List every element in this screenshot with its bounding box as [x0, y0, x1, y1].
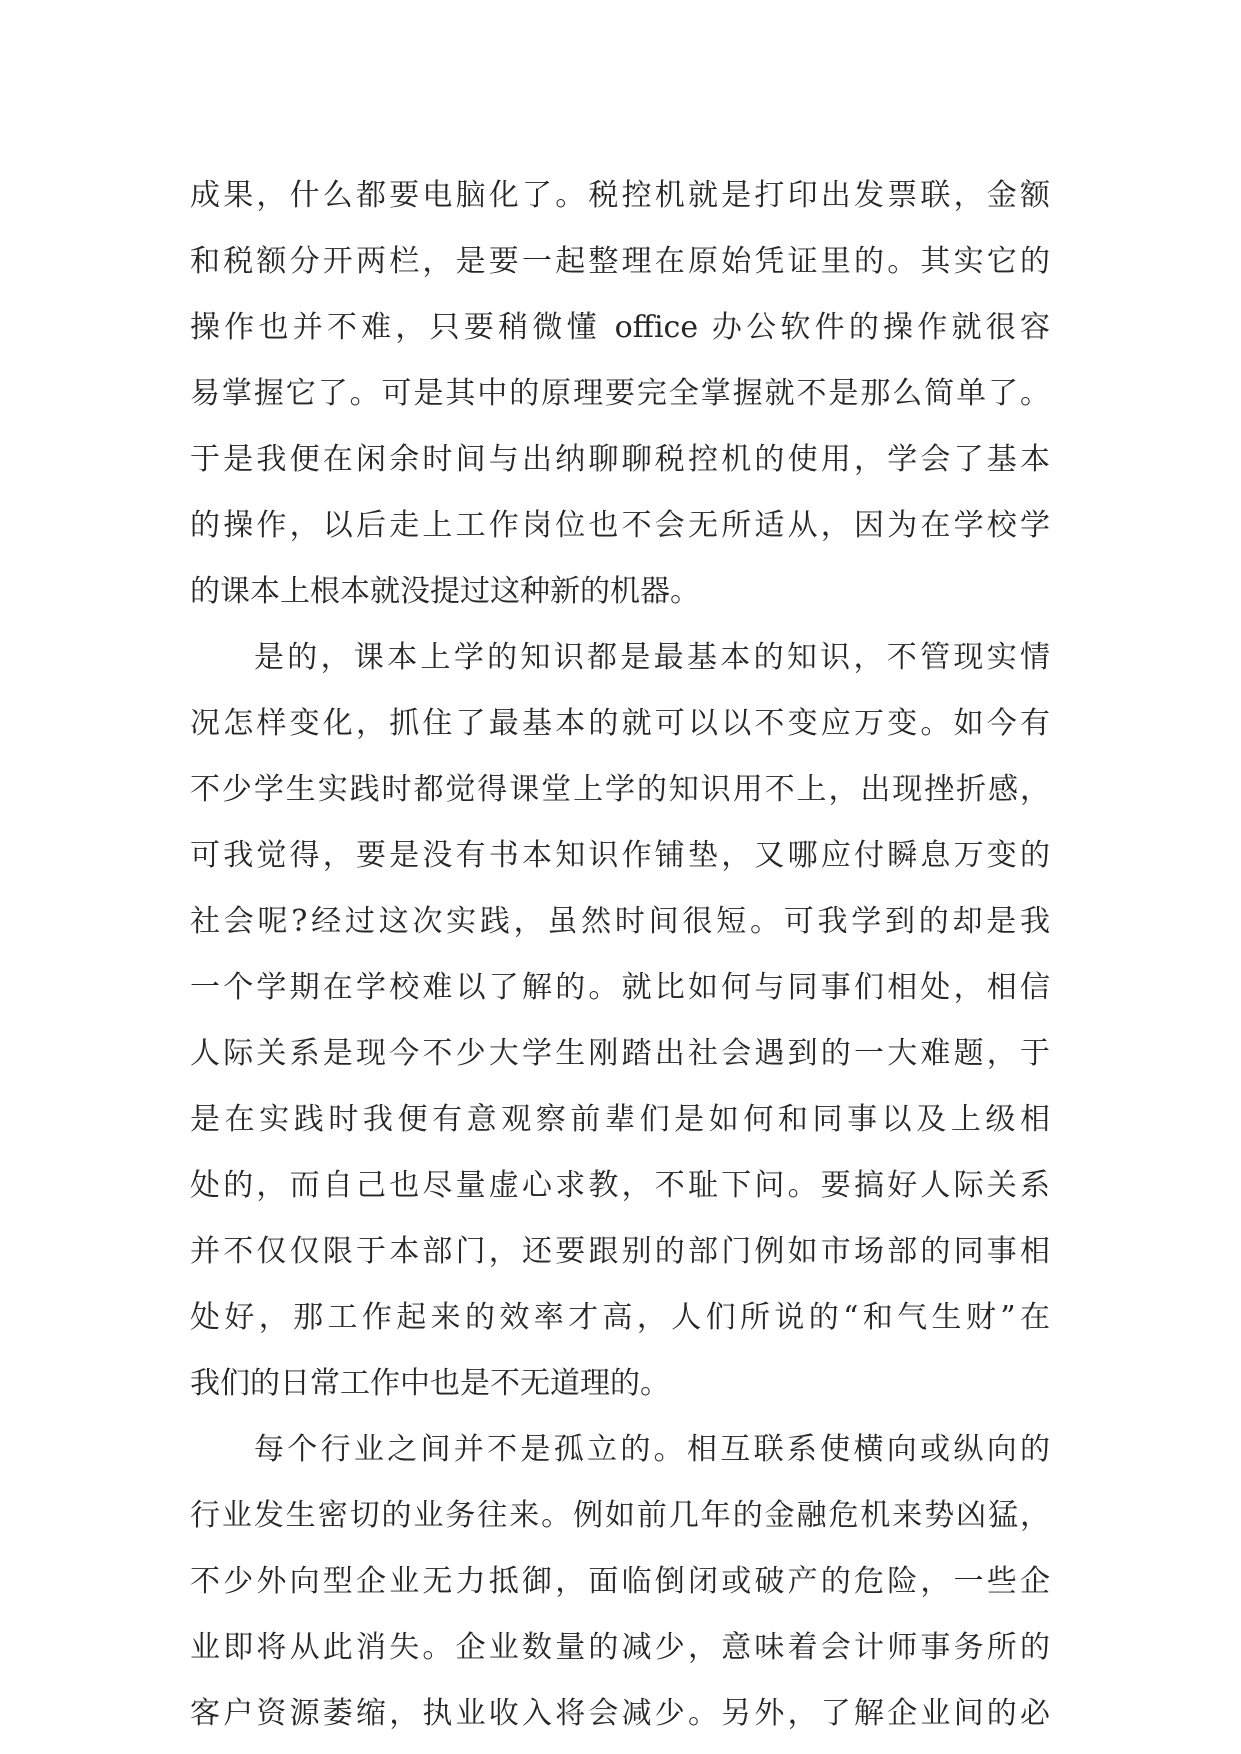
text-line: 社会呢?经过这次实践，虽然时间很短。可我学到的却是我 — [190, 904, 1050, 939]
text-line: 是的，课本上学的知识都是最基本的知识，不管现实情 — [254, 640, 1050, 675]
text-line: 处的，而自己也尽量虚心求教，不耻下问。要搞好人际关系 — [190, 1168, 1050, 1203]
text-line: 我们的日常工作中也是不无道理的。 — [190, 1366, 670, 1401]
text-line: 客户资源萎缩，执业收入将会减少。另外，了解企业间的必 — [190, 1696, 1050, 1731]
paragraph-1 — [190, 163, 1050, 625]
text-line: 行业发生密切的业务往来。例如前几年的金融危机来势凶猛， — [190, 1498, 1050, 1533]
paragraph-2 — [190, 625, 1050, 1417]
text-line: 不少学生实践时都觉得课堂上学的知识用不上，出现挫折感， — [190, 772, 1050, 807]
text-line: 并不仅仅限于本部门，还要跟别的部门例如市场部的同事相 — [190, 1234, 1050, 1269]
text-line: 况怎样变化，抓住了最基本的就可以以不变应万变。如今有 — [190, 706, 1050, 741]
text-line: 可我觉得，要是没有书本知识作铺垫，又哪应付瞬息万变的 — [190, 838, 1050, 873]
document-body — [190, 163, 1050, 1747]
text-line: 易掌握它了。可是其中的原理要完全掌握就不是那么简单了。 — [190, 376, 1050, 411]
text-line: 成果，什么都要电脑化了。税控机就是打印出发票联，金额 — [190, 178, 1050, 213]
text-line: 不少外向型企业无力抵御，面临倒闭或破产的危险，一些企 — [190, 1564, 1050, 1599]
text-line: 人际关系是现今不少大学生刚踏出社会遇到的一大难题，于 — [190, 1036, 1050, 1071]
text-line: 于是我便在闲余时间与出纳聊聊税控机的使用，学会了基本 — [190, 442, 1050, 477]
text-line: 每个行业之间并不是孤立的。相互联系使横向或纵向的 — [254, 1432, 1050, 1467]
text-line: 是在实践时我便有意观察前辈们是如何和同事以及上级相 — [190, 1102, 1050, 1137]
text-line: 的操作，以后走上工作岗位也不会无所适从，因为在学校学 — [190, 508, 1050, 543]
text-line: 操作也并不难，只要稍微懂 office 办公软件的操作就很容 — [190, 310, 1050, 345]
text-line: 的课本上根本就没提过这种新的机器。 — [190, 574, 700, 609]
text-line: 处好，那工作起来的效率才高，人们所说的“和气生财”在 — [190, 1300, 1050, 1335]
text-line: 一个学期在学校难以了解的。就比如何与同事们相处，相信 — [190, 970, 1050, 1005]
text-line: 业即将从此消失。企业数量的减少，意味着会计师事务所的 — [190, 1630, 1050, 1665]
paragraph-3 — [190, 1417, 1050, 1747]
text-line: 和税额分开两栏，是要一起整理在原始凭证里的。其实它的 — [190, 244, 1050, 279]
